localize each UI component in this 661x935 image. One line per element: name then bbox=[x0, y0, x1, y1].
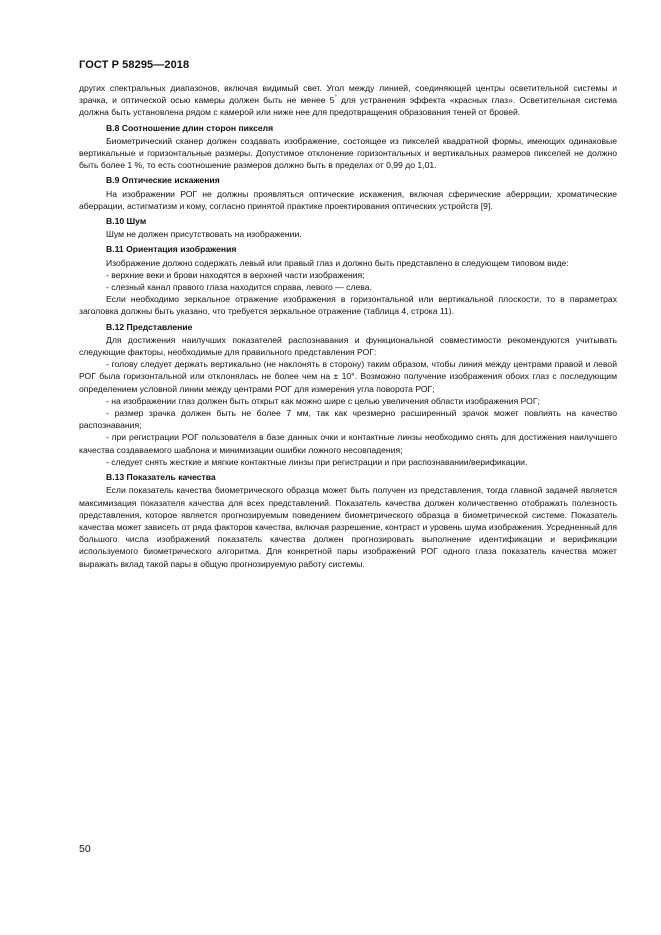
section-b13-paragraph: Если показатель качества биометрического образца может быть получен из представления, тогда главной задачей является максимизация показателя качества для всех представлений. Показатель качества должен количественно отображать полезность представления, которое является прогнозируемым поведением биометрического образца в биометрической системе. Показатель качества может зависеть от ряда факторов качества, включая разрешение, контраст и уровень шума изображения. Усредненный для большого числа изображений показатель качества должен прогнозировать выполнение идентификации и верификации используемого биометрического алгоритма. Для конкретной пары изображений РОГ одного глаза показатель качества может выражать вклад такой пары в общую прогнозируемую работу системы. bbox=[79, 485, 617, 569]
section-b11-paragraph: Изображение должно содержать левый или правый глаз и должно быть представлено в следующем типовом виде: bbox=[106, 257, 569, 268]
section-b8-paragraph: Биометрический сканер должен создавать изображение, состоящее из пикселей квадратной формы, имеющих одинаковые вертикальные и горизонтальные размеры. Допустимое отклонение горизонтальных и вертикальных размеров пикселей не должно быть более 1 %, то есть соотношение размеров должно быть в пределах от 0,99 до 1,01. bbox=[79, 135, 617, 171]
section-heading-b11: В.11 Ориентация изображения bbox=[106, 244, 237, 255]
intro-paragraph bbox=[79, 82, 617, 119]
section-heading-b8: В.8 Соотношение длин сторон пикселя bbox=[106, 122, 274, 133]
list-item: - на изображении глаз должен быть открыт как можно шире с целью увеличения области изображения РОГ; bbox=[106, 395, 540, 406]
section-heading-b13: В.13 Показатель качества bbox=[106, 472, 216, 483]
section-b11-paragraph-2: Если необходимо зеркальное отражение изображения в горизонтальной или вертикальной плоскости, то в параметрах заголовка должны быть указано, что требуется зеркальное отражение (таблица 4, строка 11). bbox=[79, 294, 617, 317]
list-item: - размер зрачка должен быть не более 7 мм, так как чрезмерно расширенный зрачок может повлиять на качество распознавания; bbox=[79, 408, 617, 431]
page-number: 50 bbox=[79, 843, 91, 855]
list-item: - следует снять жесткие и мягкие контактные линзы при регистрации и при распознавании/верификации. bbox=[106, 456, 528, 467]
section-heading-b10: В.10 Шум bbox=[106, 216, 147, 227]
list-item: - слезный канал правого глаза находится справа, левого — слева. bbox=[106, 282, 372, 293]
list-item: - голову следует держать вертикально (не наклонять в сторону) таким образом, чтобы линия между центрами правой и левой РОГ была горизонтальной или отклонялась не более чем на ± 10°. Возможно получение изображения обоих глаз с последующим определением условной линии между центрами РОГ для измерения угла поворота РОГ; bbox=[79, 359, 617, 394]
page-body bbox=[79, 82, 617, 570]
intro-text-part1: других спектральных диапазонов, включая видимый свет. Угол между линией, соединяющей центры осветительной системы и зрачка, и оптической осью камеры должен быть не менее 5 bbox=[79, 83, 617, 106]
standard-header: ГОСТ Р 58295—2018 bbox=[79, 59, 190, 71]
intro-text-part2: для устранения эффекта «красных глаз». Осветительная система должна быть установлена рядом с камерой или ниже нее для предотвращения образования теней от бровей. bbox=[79, 95, 617, 118]
section-b9-paragraph: На изображении РОГ не должны проявляться оптические искажения, включая сферические аберрации, хроматические аберрации, астигматизм и кому, согласно принятой практике проектирования оптических устройств [9]. bbox=[79, 188, 617, 211]
list-item: - при регистрации РОГ пользователя в базе данных очки и контактные линзы необходимо снять для достижения наилучшего качества создаваемого шаблона и минимизации ошибки ложного несовпадения; bbox=[79, 432, 617, 455]
section-heading-b12: В.12 Представление bbox=[106, 321, 193, 332]
degree-superscript: ° bbox=[334, 95, 337, 102]
list-item: - верхние веки и брови находятся в верхней части изображения; bbox=[106, 269, 365, 280]
section-heading-b9: В.9 Оптические искажения bbox=[106, 175, 220, 186]
section-b10-paragraph: Шум не должен присутствовать на изображении. bbox=[106, 229, 302, 240]
section-b12-paragraph: Для достижения наилучших показателей распознавания и функциональной совместимости рекомендуются учитывать следующие факторы, необходимые для правильного представления РОГ: bbox=[79, 334, 617, 358]
